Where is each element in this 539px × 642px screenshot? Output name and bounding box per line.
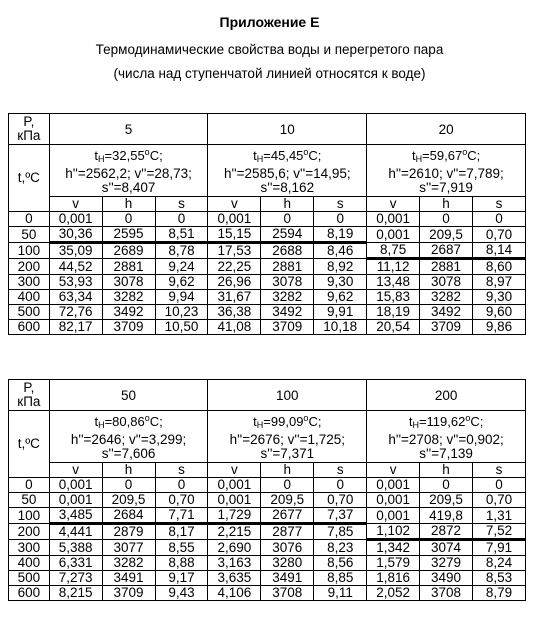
pressure-unit: кПа — [17, 128, 41, 143]
table-cell: 2,215 — [208, 523, 261, 539]
table-row — [9, 570, 526, 585]
temperature-value: 50 — [9, 226, 50, 242]
pressure-unit: кПа — [17, 394, 41, 409]
table-cell: 3,635 — [208, 570, 261, 585]
table-cell: 9,24 — [155, 258, 208, 274]
column-header-s: s — [155, 196, 208, 211]
tn-symbol: t — [411, 148, 416, 163]
table-cell: 3279 — [420, 555, 473, 570]
saturation-info — [367, 411, 526, 463]
table-cell: 3491 — [102, 570, 155, 585]
pressure-label-cell — [9, 114, 50, 145]
table-cell: 3708 — [420, 585, 473, 600]
saturation-enthalpy-volume: h''=2708; v''=0,902; — [388, 431, 504, 447]
table-cell: 3,485 — [49, 507, 102, 523]
saturation-info — [49, 145, 208, 197]
table-cell: 8,97 — [472, 274, 525, 289]
table-row — [9, 319, 526, 334]
temperature-label: t,ºC — [9, 411, 50, 478]
table-cell: 8,19 — [314, 226, 367, 242]
appendix-title: Приложение Е — [219, 14, 320, 30]
temperature-value: 300 — [9, 539, 50, 555]
tn-unit: C; — [308, 148, 322, 163]
table-cell: 8,92 — [314, 258, 367, 274]
table-cell: 2677 — [261, 507, 314, 523]
steam-table-1 — [8, 113, 526, 335]
table-row — [9, 226, 526, 242]
table-cell: 2594 — [261, 226, 314, 242]
table-cell: 0 — [314, 211, 367, 226]
temperature-value: 100 — [9, 507, 50, 523]
saturation-enthalpy-volume: h''=2585,6; v''=14,95; — [223, 165, 351, 181]
steam-table-2 — [8, 379, 526, 601]
table-cell: 0 — [261, 477, 314, 492]
table-cell: 3078 — [102, 274, 155, 289]
table-cell: 2881 — [261, 258, 314, 274]
column-header-s: s — [155, 462, 208, 477]
pressure-value: 100 — [208, 380, 367, 411]
table-subtitle: Термодинамические свойства воды и перегретого пара — [95, 42, 444, 57]
column-header-h: h — [102, 196, 155, 211]
tn-value: =80,86 — [104, 414, 145, 429]
table-cell: 0 — [155, 211, 208, 226]
tn-symbol: t — [408, 414, 413, 429]
table-cell: 53,93 — [49, 274, 102, 289]
table-cell: 1,31 — [472, 507, 525, 523]
pressure-header-row — [9, 380, 526, 411]
pressure-value: 20 — [367, 114, 526, 145]
table-cell: 4,441 — [49, 523, 102, 539]
saturation-entropy: s''=7,139 — [419, 446, 473, 461]
column-header-v: v — [208, 196, 261, 211]
saturation-info — [49, 411, 208, 463]
table-cell: 2689 — [102, 242, 155, 258]
table-cell: 0,70 — [472, 226, 525, 242]
table-cell: 3708 — [261, 585, 314, 600]
tn-symbol: t — [94, 414, 99, 429]
table-cell: 22,25 — [208, 258, 261, 274]
table-row — [9, 274, 526, 289]
table-cell: 9,30 — [472, 289, 525, 304]
table-cell: 82,17 — [49, 319, 102, 334]
temperature-value: 600 — [9, 585, 50, 600]
table-cell: 2879 — [102, 523, 155, 539]
table-cell: 0,001 — [49, 477, 102, 492]
table-cell: 209,5 — [420, 226, 473, 242]
degree-mark: o — [144, 413, 150, 423]
table-cell: 2881 — [420, 258, 473, 274]
table-cell: 2687 — [420, 242, 473, 258]
table-cell: 8,46 — [314, 242, 367, 258]
table-cell: 31,67 — [208, 289, 261, 304]
table-cell: 0 — [420, 211, 473, 226]
table-cell: 26,96 — [208, 274, 261, 289]
table-row — [9, 289, 526, 304]
tn-subscript: H — [98, 154, 105, 164]
table-cell: 0 — [420, 477, 473, 492]
saturation-entropy: s''=7,371 — [260, 446, 315, 461]
table-cell: 6,331 — [49, 555, 102, 570]
pressure-value: 200 — [367, 380, 526, 411]
table-cell: 0 — [102, 477, 155, 492]
table-cell: 3709 — [261, 319, 314, 334]
saturation-temperature — [210, 411, 364, 433]
tn-subscript: H — [256, 420, 264, 430]
table-cell: 0,001 — [49, 211, 102, 226]
column-header-v: v — [49, 196, 102, 211]
temperature-value: 200 — [9, 523, 50, 539]
tn-subscript: H — [415, 154, 423, 164]
column-header-row — [9, 462, 526, 477]
table-cell: 2872 — [420, 523, 473, 539]
saturation-info-row — [9, 145, 526, 197]
tn-value: =59,67 — [422, 148, 463, 163]
tn-unit: C; — [149, 148, 163, 163]
table-cell: 8,14 — [472, 242, 525, 258]
table-cell: 41,08 — [208, 319, 261, 334]
table-cell: 0,70 — [472, 492, 525, 507]
table-cell: 3,163 — [208, 555, 261, 570]
table-cell: 72,76 — [49, 304, 102, 319]
tn-unit: C; — [470, 414, 484, 429]
table-cell: 419,8 — [420, 507, 473, 523]
tn-value: =32,55 — [104, 148, 145, 163]
column-header-v: v — [367, 462, 420, 477]
table-cell: 9,60 — [472, 304, 525, 319]
column-header-v: v — [367, 196, 420, 211]
table-cell: 5,388 — [49, 539, 102, 555]
table-cell: 0,001 — [208, 492, 261, 507]
table-cell: 9,94 — [155, 289, 208, 304]
tn-unit: C; — [149, 414, 163, 429]
table-cell: 0,001 — [208, 211, 261, 226]
saturation-temperature — [52, 411, 206, 433]
table-cell: 1,729 — [208, 507, 261, 523]
table-cell: 2881 — [102, 258, 155, 274]
table-cell: 13,48 — [367, 274, 420, 289]
saturation-enthalpy-volume: h''=2676; v''=1,725; — [229, 431, 345, 447]
table-cell: 8,24 — [472, 555, 525, 570]
table-cell: 44,52 — [49, 258, 102, 274]
table-row — [9, 555, 526, 570]
saturation-entropy: s''=7,606 — [101, 446, 156, 461]
table-cell: 15,15 — [208, 226, 261, 242]
saturation-temperature — [52, 145, 206, 167]
table-cell: 0 — [102, 211, 155, 226]
table-cell: 0,70 — [155, 492, 208, 507]
column-header-v: v — [208, 462, 261, 477]
table-row — [9, 258, 526, 274]
table-cell: 3282 — [102, 555, 155, 570]
table-cell: 10,50 — [155, 319, 208, 334]
temperature-value: 400 — [9, 555, 50, 570]
table-cell: 2684 — [102, 507, 155, 523]
saturation-enthalpy-volume: h''=2610; v''=7,789; — [388, 165, 504, 181]
table-cell: 8,78 — [155, 242, 208, 258]
table-row — [9, 492, 526, 507]
table-cell: 0 — [261, 211, 314, 226]
table-cell: 7,85 — [314, 523, 367, 539]
table-cell: 8,56 — [314, 555, 367, 570]
column-header-h: h — [261, 196, 314, 211]
temperature-value: 500 — [9, 304, 50, 319]
table-cell: 0,001 — [367, 211, 420, 226]
table-cell: 3282 — [102, 289, 155, 304]
table-cell: 3490 — [420, 570, 473, 585]
saturation-temperature — [369, 411, 523, 433]
table-cell: 1,102 — [367, 523, 420, 539]
table-cell: 9,62 — [155, 274, 208, 289]
tn-symbol: t — [94, 148, 99, 163]
table-cell: 9,43 — [155, 585, 208, 600]
column-header-h: h — [102, 462, 155, 477]
table-cell: 3709 — [102, 585, 155, 600]
table-cell: 2,052 — [367, 585, 420, 600]
table-cell: 8,75 — [367, 242, 420, 258]
table-cell: 30,36 — [49, 226, 102, 242]
saturation-entropy: s''=8,162 — [260, 180, 315, 195]
temperature-label: t,ºC — [9, 145, 50, 212]
table-cell: 8,88 — [155, 555, 208, 570]
table-cell: 209,5 — [102, 492, 155, 507]
table-cell: 18,19 — [367, 304, 420, 319]
table-note: (числа над ступенчатой линией относятся к воде) — [113, 66, 426, 81]
degree-mark: o — [303, 413, 309, 423]
table-row — [9, 477, 526, 492]
table-cell: 9,91 — [314, 304, 367, 319]
temperature-value: 400 — [9, 289, 50, 304]
table-cell: 3078 — [420, 274, 473, 289]
column-header-s: s — [472, 462, 525, 477]
saturation-entropy: s''=7,919 — [419, 180, 473, 195]
table-cell: 3282 — [261, 289, 314, 304]
table-cell: 9,30 — [314, 274, 367, 289]
table-cell: 2595 — [102, 226, 155, 242]
table-cell: 17,53 — [208, 242, 261, 258]
table-cell: 20,54 — [367, 319, 420, 334]
temperature-value: 0 — [9, 211, 50, 226]
table-cell: 9,62 — [314, 289, 367, 304]
saturation-info — [367, 145, 526, 197]
table-cell: 15,83 — [367, 289, 420, 304]
table-cell: 7,71 — [155, 507, 208, 523]
table-cell: 2877 — [261, 523, 314, 539]
table-cell: 3709 — [102, 319, 155, 334]
table-cell: 8,85 — [314, 570, 367, 585]
temperature-value: 50 — [9, 492, 50, 507]
saturation-enthalpy-volume: h''=2562,2; v''=28,73; — [65, 165, 192, 181]
column-header-row — [9, 196, 526, 211]
table-cell: 3282 — [420, 289, 473, 304]
saturation-entropy: s''=8,407 — [101, 180, 156, 195]
table-cell: 8,51 — [155, 226, 208, 242]
table-cell: 209,5 — [420, 492, 473, 507]
table-cell: 3492 — [102, 304, 155, 319]
temperature-value: 500 — [9, 570, 50, 585]
table-row — [9, 242, 526, 258]
saturation-info-row — [9, 411, 526, 463]
pressure-value: 5 — [49, 114, 208, 145]
tn-subscript: H — [98, 420, 105, 430]
tn-value: =45,45 — [263, 148, 304, 163]
tn-value: =99,09 — [263, 414, 304, 429]
table-cell: 9,17 — [155, 570, 208, 585]
table-cell: 7,273 — [49, 570, 102, 585]
column-header-s: s — [314, 196, 367, 211]
table-cell: 8,53 — [472, 570, 525, 585]
table-cell: 3076 — [261, 539, 314, 555]
saturation-temperature — [369, 145, 523, 167]
pressure-header-row — [9, 114, 526, 145]
tn-unit: C; — [467, 148, 481, 163]
table-cell: 3078 — [261, 274, 314, 289]
table-cell: 10,23 — [155, 304, 208, 319]
table-cell: 0,001 — [367, 477, 420, 492]
pressure-label: P, — [23, 114, 35, 129]
table-cell: 3492 — [261, 304, 314, 319]
temperature-value: 300 — [9, 274, 50, 289]
tn-symbol: t — [253, 148, 257, 163]
saturation-enthalpy-volume: h''=2646; v''=3,299; — [70, 431, 187, 447]
table-cell: 9,86 — [472, 319, 525, 334]
table-row — [9, 523, 526, 539]
table-cell: 10,18 — [314, 319, 367, 334]
temperature-value: 0 — [9, 477, 50, 492]
table-row — [9, 585, 526, 600]
table-cell: 0 — [472, 477, 525, 492]
table-cell: 11,12 — [367, 258, 420, 274]
table-cell: 63,34 — [49, 289, 102, 304]
table-cell: 0,001 — [367, 492, 420, 507]
pressure-value: 10 — [208, 114, 367, 145]
table-cell: 0,001 — [49, 492, 102, 507]
table-cell: 0,001 — [367, 507, 420, 523]
column-header-s: s — [472, 196, 525, 211]
column-header-v: v — [49, 462, 102, 477]
table-cell: 3077 — [102, 539, 155, 555]
degree-mark: o — [144, 147, 150, 157]
pressure-label: P, — [23, 380, 35, 395]
table-cell: 2,690 — [208, 539, 261, 555]
column-header-h: h — [261, 462, 314, 477]
table-row — [9, 304, 526, 319]
table-cell: 1,816 — [367, 570, 420, 585]
degree-mark: o — [462, 147, 468, 157]
column-header-s: s — [314, 462, 367, 477]
table-cell: 3709 — [420, 319, 473, 334]
table-cell: 209,5 — [261, 492, 314, 507]
column-header-h: h — [420, 196, 473, 211]
table-cell: 3491 — [261, 570, 314, 585]
table-cell: 8,55 — [155, 539, 208, 555]
table-cell: 0 — [314, 477, 367, 492]
table-cell: 3492 — [420, 304, 473, 319]
table-cell: 36,38 — [208, 304, 261, 319]
saturation-info — [208, 411, 367, 463]
table-cell: 8,79 — [472, 585, 525, 600]
table-cell: 3074 — [420, 539, 473, 555]
tn-value: =119,62 — [418, 414, 466, 429]
saturation-info — [208, 145, 367, 197]
table-cell: 8,215 — [49, 585, 102, 600]
table-cell: 1,579 — [367, 555, 420, 570]
table-cell: 0,70 — [314, 492, 367, 507]
temperature-value: 200 — [9, 258, 50, 274]
temperature-value: 600 — [9, 319, 50, 334]
column-header-h: h — [420, 462, 473, 477]
degree-mark: o — [465, 413, 471, 423]
table-cell: 7,91 — [472, 539, 525, 555]
table-cell: 3280 — [261, 555, 314, 570]
tn-unit: C; — [308, 414, 322, 429]
table-cell: 0,001 — [208, 477, 261, 492]
table-cell: 0 — [155, 477, 208, 492]
table-cell: 35,09 — [49, 242, 102, 258]
table-cell: 2688 — [261, 242, 314, 258]
pressure-label-cell — [9, 380, 50, 411]
table-cell: 0 — [472, 211, 525, 226]
table-cell: 4,106 — [208, 585, 261, 600]
pressure-value: 50 — [49, 380, 208, 411]
table-row — [9, 507, 526, 523]
degree-mark: o — [303, 147, 309, 157]
table-cell: 0,001 — [367, 226, 420, 242]
table-cell: 7,52 — [472, 523, 525, 539]
saturation-temperature — [210, 145, 364, 167]
table-cell: 7,37 — [314, 507, 367, 523]
tn-symbol: t — [253, 414, 257, 429]
temperature-value: 100 — [9, 242, 50, 258]
table-cell: 9,11 — [314, 585, 367, 600]
tn-subscript: H — [412, 420, 419, 430]
table-cell: 1,342 — [367, 539, 420, 555]
table-row — [9, 539, 526, 555]
table-cell: 8,17 — [155, 523, 208, 539]
table-row — [9, 211, 526, 226]
table-cell: 8,23 — [314, 539, 367, 555]
table-cell: 8,60 — [472, 258, 525, 274]
tn-subscript: H — [256, 154, 264, 164]
